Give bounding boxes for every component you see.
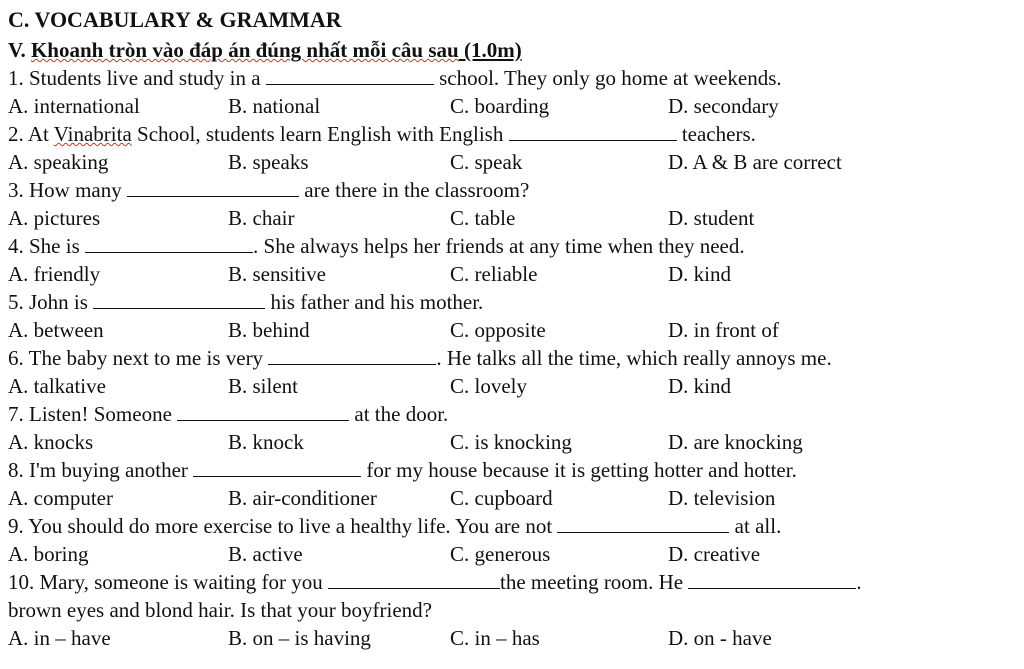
option-b[interactable]: B. speaks: [228, 150, 309, 174]
question-text: School, students learn English with English: [131, 122, 509, 146]
option-d[interactable]: D. student: [668, 206, 755, 230]
option-d[interactable]: D. kind: [668, 374, 731, 398]
answer-blank[interactable]: [85, 234, 253, 253]
option-c[interactable]: C. is knocking: [450, 430, 572, 454]
question-text: his father and his mother.: [265, 290, 484, 314]
option-a[interactable]: A. pictures: [8, 206, 101, 230]
question-text: . He talks all the time, which really annoys me.: [436, 346, 832, 370]
answer-blank[interactable]: [509, 122, 677, 141]
option-d[interactable]: D. secondary: [668, 94, 779, 118]
option-b[interactable]: B. on – is having: [228, 626, 371, 650]
option-a[interactable]: A. in – have: [8, 626, 111, 650]
question-3: [8, 176, 529, 204]
answer-blank[interactable]: [93, 290, 265, 309]
question-text: 10. Mary, someone is waiting for you: [8, 570, 329, 594]
option-b[interactable]: B. knock: [228, 430, 304, 454]
question-text: 5. John is: [8, 290, 94, 314]
option-c[interactable]: C. generous: [450, 542, 551, 566]
question-text: 7. Listen! Someone: [8, 402, 178, 426]
question-4: [8, 232, 745, 260]
question-text: 9. You should do more exercise to live a healthy life. You are not: [8, 514, 558, 538]
section-title: C. VOCABULARY & GRAMMAR: [8, 7, 342, 32]
option-a[interactable]: A. talkative: [8, 374, 106, 398]
option-c[interactable]: C. reliable: [450, 262, 538, 286]
option-d[interactable]: D. kind: [668, 262, 731, 286]
answer-blank[interactable]: [127, 178, 299, 197]
option-b[interactable]: B. chair: [228, 206, 295, 230]
instruction: [8, 36, 522, 64]
question-text: .: [856, 570, 862, 594]
option-a[interactable]: A. speaking: [8, 150, 109, 174]
option-b[interactable]: B. silent: [228, 374, 299, 398]
option-b[interactable]: B. behind: [228, 318, 310, 342]
option-d[interactable]: D. creative: [668, 542, 761, 566]
instruction-prefix: V.: [8, 38, 31, 62]
question-10-continuation: brown eyes and blond hair. Is that your boyfriend?: [8, 598, 432, 622]
instruction-points: (1.0m): [458, 38, 522, 62]
question-7: [8, 400, 448, 428]
option-d[interactable]: D. in front of: [668, 318, 779, 342]
question-5: [8, 288, 483, 316]
question-text: at the door.: [349, 402, 449, 426]
question-text: 6. The baby next to me is very: [8, 346, 269, 370]
option-a[interactable]: A. boring: [8, 542, 89, 566]
question-text: 4. She is: [8, 234, 86, 258]
question-6: [8, 344, 832, 372]
school-name: Vinabrita: [53, 122, 132, 146]
answer-blank[interactable]: [557, 514, 729, 533]
option-b[interactable]: B. national: [228, 94, 321, 118]
question-1: [8, 64, 782, 92]
answer-blank[interactable]: [688, 570, 856, 589]
answer-blank[interactable]: [268, 346, 436, 365]
question-text: teachers.: [676, 122, 756, 146]
question-9: [8, 512, 781, 540]
option-d[interactable]: D. television: [668, 486, 776, 510]
option-d[interactable]: D. are knocking: [668, 430, 803, 454]
question-text: are there in the classroom?: [299, 178, 530, 202]
option-b[interactable]: B. air-conditioner: [228, 486, 377, 510]
option-d[interactable]: D. A & B are correct: [668, 150, 842, 174]
option-a[interactable]: A. friendly: [8, 262, 101, 286]
question-text: the meeting room. He: [500, 570, 689, 594]
option-a[interactable]: A. knocks: [8, 430, 94, 454]
option-c[interactable]: C. table: [450, 206, 516, 230]
answer-blank[interactable]: [328, 570, 500, 589]
instruction-text: Khoanh tròn vào đáp án đúng nhất mỗi câu sau: [30, 38, 459, 62]
option-c[interactable]: C. lovely: [450, 374, 527, 398]
question-text: 8. I'm buying another: [8, 458, 194, 482]
option-b[interactable]: B. active: [228, 542, 303, 566]
option-a[interactable]: A. international: [8, 94, 140, 118]
question-2: [8, 120, 756, 148]
answer-blank[interactable]: [266, 66, 434, 85]
question-text: . She always helps her friends at any time when they need.: [253, 234, 745, 258]
question-text: for my house because it is getting hotter and hotter.: [361, 458, 797, 482]
question-text: 3. How many: [8, 178, 127, 202]
question-text: school. They only go home at weekends.: [433, 66, 782, 90]
question-text: 2. At: [8, 122, 54, 146]
option-a[interactable]: A. computer: [8, 486, 113, 510]
option-c[interactable]: C. in – has: [450, 626, 540, 650]
option-b[interactable]: B. sensitive: [228, 262, 326, 286]
option-c[interactable]: C. cupboard: [450, 486, 553, 510]
answer-blank[interactable]: [193, 458, 361, 477]
question-10: [8, 568, 862, 596]
option-c[interactable]: C. opposite: [450, 318, 546, 342]
option-c[interactable]: C. boarding: [450, 94, 550, 118]
option-a[interactable]: A. between: [8, 318, 104, 342]
option-c[interactable]: C. speak: [450, 150, 523, 174]
question-text: at all.: [729, 514, 782, 538]
question-8: [8, 456, 797, 484]
question-text: 1. Students live and study in a: [8, 66, 266, 90]
option-d[interactable]: D. on - have: [668, 626, 772, 650]
answer-blank[interactable]: [177, 402, 349, 421]
